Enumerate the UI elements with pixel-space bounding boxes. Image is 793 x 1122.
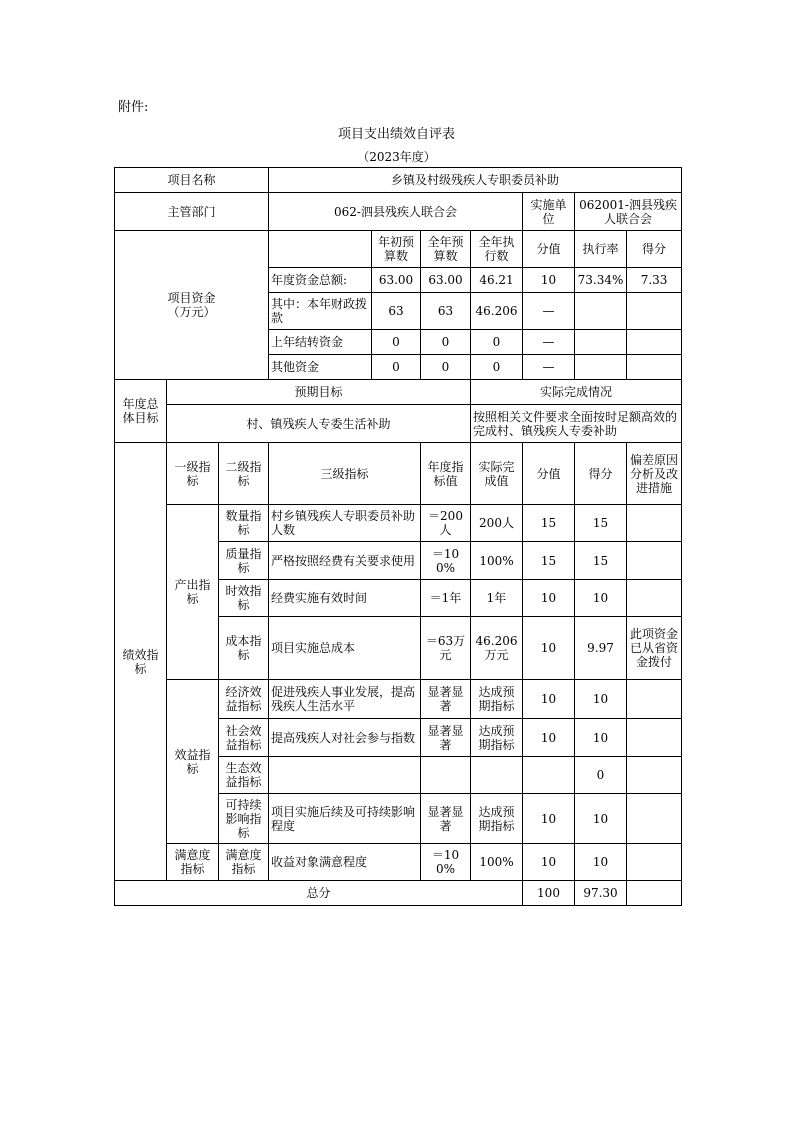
perf-header: 三级指标 xyxy=(269,443,421,505)
level1-indicator: 效益指标 xyxy=(167,680,219,844)
score: 10 xyxy=(575,680,627,719)
target-value xyxy=(421,757,471,794)
perf-header: 一级指标 xyxy=(167,443,219,505)
actual-value: 达成预期指标 xyxy=(471,719,523,757)
score-value: 10 xyxy=(523,844,575,881)
goals-header-row xyxy=(115,380,682,405)
score: 10 xyxy=(575,719,627,757)
funds-cell: 63 xyxy=(421,293,471,330)
funds-header: 分值 xyxy=(523,231,575,268)
score-value: 10 xyxy=(523,680,575,719)
project-name-value: 乡镇及村级残疾人专职委员补助 xyxy=(269,168,682,193)
funds-cell xyxy=(627,330,682,355)
funds-cell: 73.34% xyxy=(575,268,627,293)
actual-value: 100% xyxy=(471,542,523,580)
level3-indicator: 项目实施总成本 xyxy=(269,617,421,680)
funds-row-label: 年度资金总额: xyxy=(269,268,372,293)
funds-cell: 46.21 xyxy=(471,268,523,293)
form-title: 项目支出绩效自评表 xyxy=(337,127,455,142)
funds-cell: 0 xyxy=(372,330,421,355)
score-value: 10 xyxy=(523,580,575,617)
score-value xyxy=(523,757,575,794)
perf-header-row xyxy=(115,443,682,505)
funds-cell: 0 xyxy=(372,355,421,380)
goals-actual: 按照相关文件要求全面按时足额高效的完成村、镇残疾人专委补助 xyxy=(471,405,682,443)
perf-row xyxy=(115,505,682,542)
target-value: 显著显著 xyxy=(421,680,471,719)
evaluation-table xyxy=(114,167,682,906)
deviation-note xyxy=(627,680,682,719)
total-row xyxy=(115,881,682,906)
deviation-note xyxy=(627,580,682,617)
level2-indicator: 满意度指标 xyxy=(219,844,269,881)
deviation-note xyxy=(627,757,682,794)
score: 15 xyxy=(575,505,627,542)
target-value: ＝200人 xyxy=(421,505,471,542)
perf-header: 偏差原因分析及改进措施 xyxy=(627,443,682,505)
funds-label: 项目资金 （万元） xyxy=(115,231,269,380)
level2-indicator: 数量指标 xyxy=(219,505,269,542)
funds-cell: 0 xyxy=(471,330,523,355)
actual-value: 200人 xyxy=(471,505,523,542)
goals-content-row xyxy=(115,405,682,443)
total-label: 总分 xyxy=(115,881,523,906)
funds-cell xyxy=(575,293,627,330)
impl-value: 062001-泗县残疾人联合会 xyxy=(575,193,682,231)
score-value: 10 xyxy=(523,719,575,757)
funds-cell xyxy=(575,330,627,355)
level2-indicator: 可持续影响指标 xyxy=(219,794,269,844)
funds-row-label: 其中：本年财政拨款 xyxy=(269,293,372,330)
deviation-note xyxy=(627,844,682,881)
perf-header: 年度指标值 xyxy=(421,443,471,505)
project-name-row xyxy=(115,168,682,193)
level2-indicator: 时效指标 xyxy=(219,580,269,617)
funds-cell xyxy=(627,293,682,330)
score: 10 xyxy=(575,844,627,881)
funds-row-label: 其他资金 xyxy=(269,355,372,380)
funds-cell: — xyxy=(523,293,575,330)
funds-cell: 46.206 xyxy=(471,293,523,330)
level3-indicator: 提高残疾人对社会参与指数 xyxy=(269,719,421,757)
score: 9.97 xyxy=(575,617,627,680)
perf-header: 二级指标 xyxy=(219,443,269,505)
target-value: 显著显著 xyxy=(421,794,471,844)
actual-value: 100% xyxy=(471,844,523,881)
level3-indicator: 促进残疾人事业发展，提高残疾人生活水平 xyxy=(269,680,421,719)
perf-header: 实际完成值 xyxy=(471,443,523,505)
dept-value: 062-泗县残疾人联合会 xyxy=(269,193,523,231)
funds-cell: 0 xyxy=(421,355,471,380)
actual-value: 1年 xyxy=(471,580,523,617)
funds-cell: 10 xyxy=(523,268,575,293)
goals-expected-label: 预期目标 xyxy=(167,380,471,405)
form-year: （2023年度） xyxy=(357,150,436,164)
target-value: ＝1年 xyxy=(421,580,471,617)
attachment-label: 附件: xyxy=(118,100,149,115)
deviation-note xyxy=(627,719,682,757)
deviation-note xyxy=(627,542,682,580)
actual-value: 达成预期指标 xyxy=(471,794,523,844)
funds-cell: — xyxy=(523,330,575,355)
level2-indicator: 社会效益指标 xyxy=(219,719,269,757)
actual-value: 46.206万元 xyxy=(471,617,523,680)
score-value: 10 xyxy=(523,794,575,844)
funds-header: 得分 xyxy=(627,231,682,268)
level3-indicator: 村乡镇残疾人专职委员补助人数 xyxy=(269,505,421,542)
funds-cell: 0 xyxy=(471,355,523,380)
funds-header: 执行率 xyxy=(575,231,627,268)
total-score-value: 100 xyxy=(523,881,575,906)
funds-header-blank xyxy=(269,231,372,268)
level3-indicator: 项目实施后续及可持续影响程度 xyxy=(269,794,421,844)
goals-actual-label: 实际完成情况 xyxy=(471,380,682,405)
perf-label: 绩效指标 xyxy=(115,443,167,881)
department-row xyxy=(115,193,682,231)
funds-header: 年初预算数 xyxy=(372,231,421,268)
perf-header: 得分 xyxy=(575,443,627,505)
score: 10 xyxy=(575,794,627,844)
level3-indicator: 经费实施有效时间 xyxy=(269,580,421,617)
impl-label: 实施单位 xyxy=(523,193,575,231)
funds-cell: 0 xyxy=(421,330,471,355)
actual-value xyxy=(471,757,523,794)
deviation-note xyxy=(627,794,682,844)
target-value: ＝100% xyxy=(421,542,471,580)
funds-header: 全年预算数 xyxy=(421,231,471,268)
score-value: 10 xyxy=(523,617,575,680)
level2-indicator: 成本指标 xyxy=(219,617,269,680)
funds-header-row xyxy=(115,231,682,268)
funds-cell xyxy=(627,355,682,380)
level2-indicator: 生态效益指标 xyxy=(219,757,269,794)
funds-row-label: 上年结转资金 xyxy=(269,330,372,355)
score-value: 15 xyxy=(523,505,575,542)
funds-cell: — xyxy=(523,355,575,380)
funds-cell: 63 xyxy=(372,293,421,330)
level3-indicator xyxy=(269,757,421,794)
target-value: ＝100% xyxy=(421,844,471,881)
goals-expected: 村、镇残疾人专委生活补助 xyxy=(167,405,471,443)
funds-cell: 63.00 xyxy=(372,268,421,293)
perf-row xyxy=(115,680,682,719)
dept-label: 主管部门 xyxy=(115,193,269,231)
score-value: 15 xyxy=(523,542,575,580)
target-value: ＝63万元 xyxy=(421,617,471,680)
level1-indicator: 满意度指标 xyxy=(167,844,219,881)
funds-cell: 63.00 xyxy=(421,268,471,293)
project-name-label: 项目名称 xyxy=(115,168,269,193)
deviation-note: 此项资金已从省资金拨付 xyxy=(627,617,682,680)
goals-label: 年度总体目标 xyxy=(115,380,167,443)
total-note xyxy=(627,881,682,906)
target-value: 显著显著 xyxy=(421,719,471,757)
funds-header: 全年执行数 xyxy=(471,231,523,268)
funds-cell xyxy=(575,355,627,380)
level3-indicator: 严格按照经费有关要求使用 xyxy=(269,542,421,580)
score: 15 xyxy=(575,542,627,580)
level2-indicator: 质量指标 xyxy=(219,542,269,580)
level1-indicator: 产出指标 xyxy=(167,505,219,680)
score: 0 xyxy=(575,757,627,794)
total-score: 97.30 xyxy=(575,881,627,906)
perf-header: 分值 xyxy=(523,443,575,505)
funds-cell: 7.33 xyxy=(627,268,682,293)
perf-row xyxy=(115,844,682,881)
actual-value: 达成预期指标 xyxy=(471,680,523,719)
level2-indicator: 经济效益指标 xyxy=(219,680,269,719)
deviation-note xyxy=(627,505,682,542)
score: 10 xyxy=(575,580,627,617)
level3-indicator: 收益对象满意程度 xyxy=(269,844,421,881)
